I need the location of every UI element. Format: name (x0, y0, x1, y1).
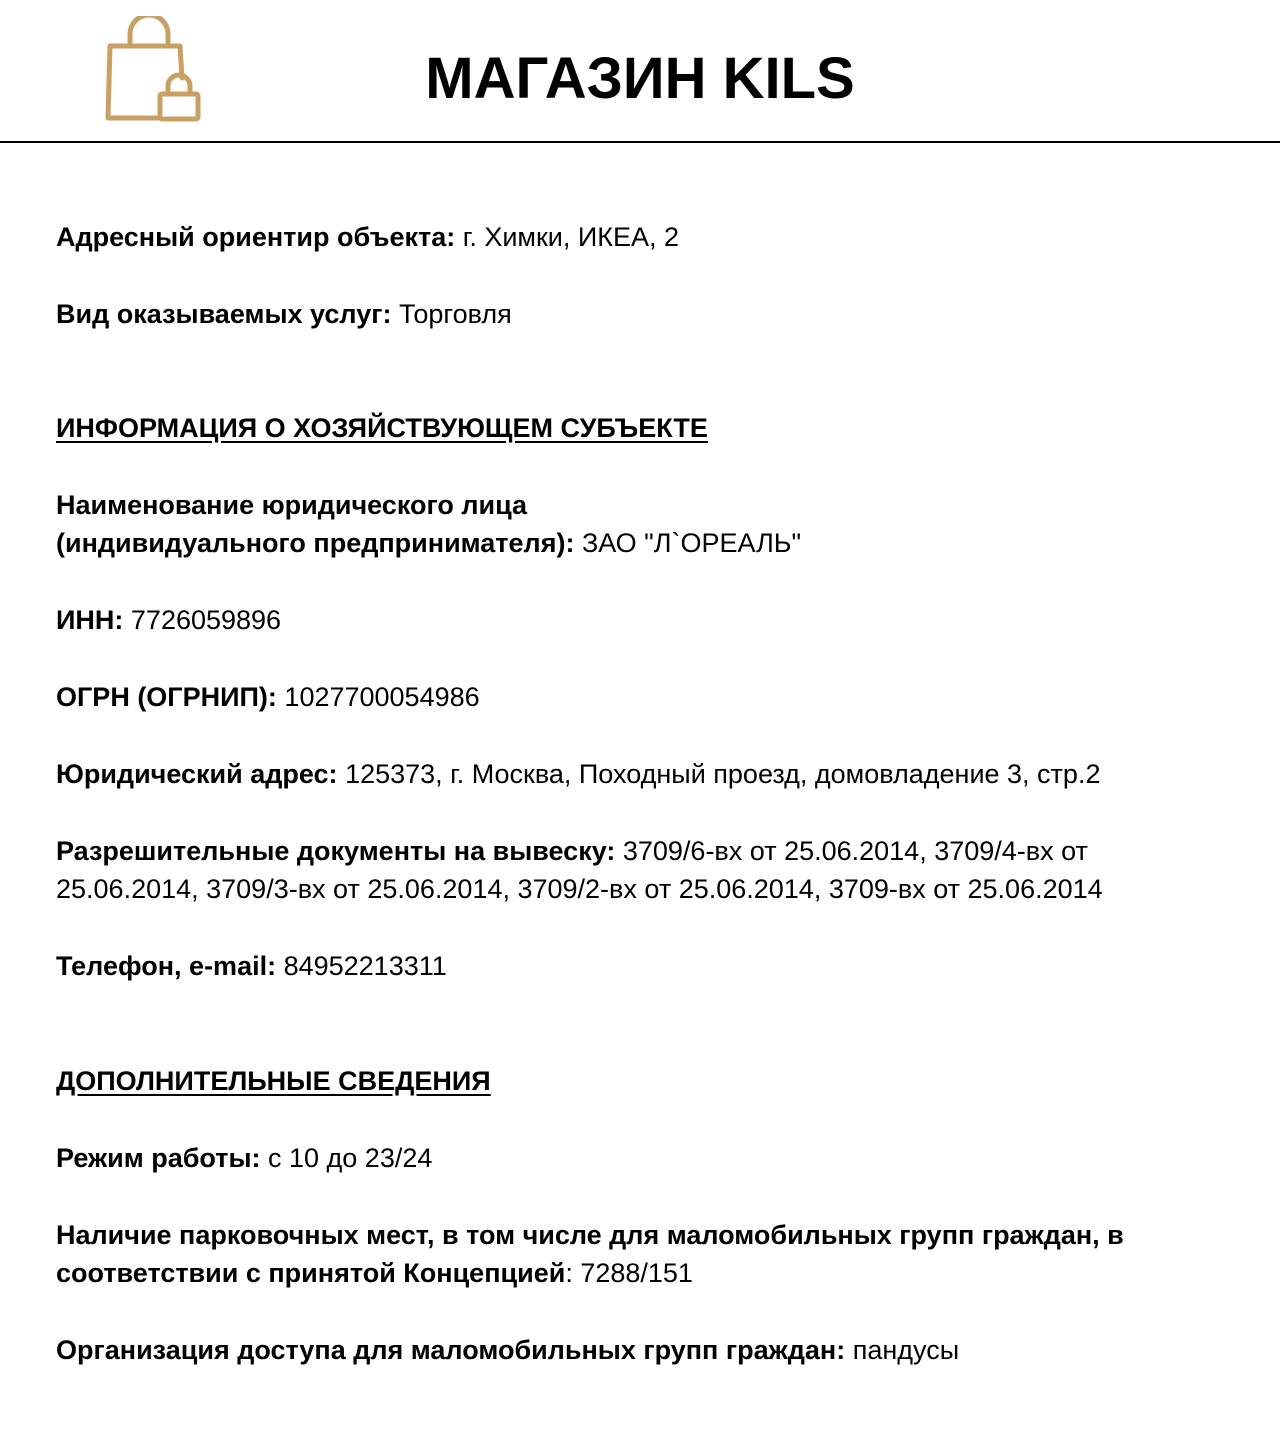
inn-value: 7726059896 (123, 605, 282, 635)
entity-name-line2 (56, 524, 1236, 562)
additional-section-heading: ДОПОЛНИТЕЛЬНЫЕ СВЕДЕНИЯ (56, 1066, 491, 1096)
address-label: Адресный ориентир объекта: (56, 222, 456, 252)
access-label: Организация доступа для маломобильных групп граждан: (56, 1335, 846, 1365)
page-header (0, 0, 1280, 143)
page-title: МАГАЗИН KILS (425, 46, 855, 111)
legal-address-line (56, 755, 1236, 793)
permits-line2 (56, 870, 1236, 908)
address-value: г. Химки, ИКЕА, 2 (455, 222, 680, 252)
access-value: пандусы (845, 1335, 960, 1365)
parking-line2 (56, 1254, 1236, 1292)
inn-line (56, 601, 1236, 639)
ogrn-value: 1027700054986 (276, 682, 480, 712)
ogrn-line (56, 678, 1236, 716)
service-type-line (56, 295, 1236, 333)
parking-label-part1: Наличие парковочных мест, в том числе для маломобильных групп граждан, в (56, 1220, 1124, 1250)
address-line (56, 218, 1236, 256)
permits-value-part2: 25.06.2014, 3709/3-вх от 25.06.2014, 3709/2-вх от 25.06.2014, 3709-вх от 25.06.2014 (56, 874, 1103, 904)
hours-label: Режим работы: (56, 1143, 261, 1173)
entity-section-heading: ИНФОРМАЦИЯ О ХОЗЯЙСТВУЮЩЕМ СУБЪЕКТЕ (56, 413, 708, 443)
hours-value: с 10 до 23/24 (260, 1143, 433, 1173)
permits-label: Разрешительные документы на вывеску: (56, 836, 616, 866)
access-line (56, 1331, 1236, 1369)
entity-name-label-part2: (индивидуального предпринимателя): (56, 528, 575, 558)
service-type-label: Вид оказываемых услуг: (56, 299, 392, 329)
parking-label-part2: соответствии с принятой Концепцией (56, 1258, 566, 1288)
service-type-value: Торговля (391, 299, 512, 329)
parking-line1 (56, 1216, 1236, 1254)
inn-label: ИНН: (56, 605, 124, 635)
parking-value: : 7288/151 (565, 1258, 693, 1288)
hours-line (56, 1139, 1236, 1177)
contact-line (56, 947, 1236, 985)
permits-line1 (56, 832, 1236, 870)
contact-value: 84952213311 (276, 951, 447, 981)
entity-name-value: ЗАО "Л`ОРЕАЛЬ" (574, 528, 802, 558)
legal-address-value: 125373, г. Москва, Походный проезд, домовладение 3, стр.2 (337, 759, 1101, 789)
legal-address-label: Юридический адрес: (56, 759, 338, 789)
entity-name-label-line1 (56, 486, 1236, 524)
entity-name-label-part1: Наименование юридического лица (56, 490, 528, 520)
ogrn-label: ОГРН (ОГРНИП): (56, 682, 277, 712)
permits-value-part1: 3709/6-вх от 25.06.2014, 3709/4-вх от (615, 836, 1088, 866)
contact-label: Телефон, e-mail: (56, 951, 277, 981)
